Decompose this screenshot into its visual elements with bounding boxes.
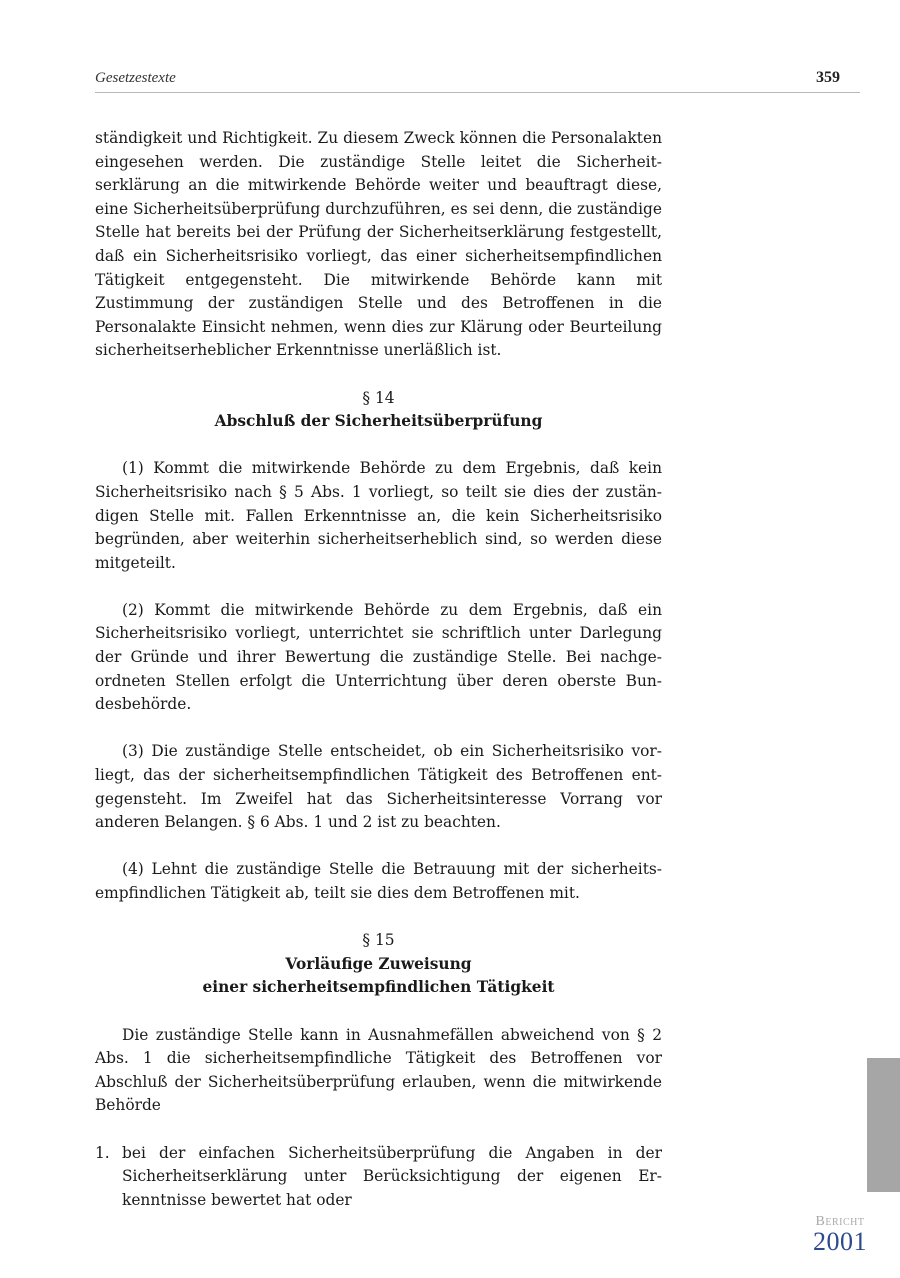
section-15 xyxy=(95,929,662,1212)
section-14-paragraph-3: (3) Die zuständige Stelle entscheidet, ob ein Sicherheitsrisiko vorliegt, das der sicherheitsempfindlichen Tätigkeit des Betroffenen entgegensteht. Im Zweifel hat das Sicherheitsinteresse Vorrang vor anderen Belangen. § 6 Abs. 1 und 2 ist zu beachten. xyxy=(95,742,662,832)
section-14-paragraph-1: (1) Kommt die mitwirkende Behörde zu dem Ergebnis, daß kein Sicherheitsrisiko nach § 5 Abs. 1 vorliegt, so teilt sie dies der zuständigen Stelle mit. Fallen Erkenntnisse an, die kein Sicherheitsrisiko begründen, aber weiterhin sicherheitserheblich sind, so werden diese mitgeteilt. xyxy=(95,459,662,572)
page-number: 359 xyxy=(816,69,840,86)
running-header xyxy=(95,70,860,93)
header-title: Gesetzestexte xyxy=(95,70,176,86)
section-15-paragraph: Die zuständige Stelle kann in Ausnahmefällen abweichend von § 2 Abs. 1 die sicherheitsempfindliche Tätigkeit des Betroffenen vor Abschluß der Sicherheitsüberprüfung erlauben, wenn die mitwirkende Behörde xyxy=(95,1025,662,1115)
section-14-paragraph-4: (4) Lehnt die zuständige Stelle die Betrauung mit der sicherheitsempfindlichen Tätigkeit ab, teilt sie dies dem Betroffenen mit. xyxy=(95,860,662,902)
section-14-number: § 14 xyxy=(362,388,395,407)
intro-paragraph: ständigkeit und Richtigkeit. Zu diesem Zweck können die Personalakten eingesehen werden. Die zuständige Stelle leitet die Sicherheitserklärung an die mitwirkende Behörde weiter und beauftragt diese, eine Sicherheitsüberprüfung durchzuführen, es sei denn, die zuständige Stelle hat bereits bei der Prüfung der Sicherheitserklärung festgestellt, daß ein Sicherheitsrisiko vorliegt, das einer sicherheitsempfindlichen Tätigkeit entgegensteht. Die mitwirkende Behörde kann mit Zustimmung der zuständigen Stelle und des Betroffenen in die Personalakte Einsicht nehmen, wenn dies zur Klärung oder Beurteilung sicherheitserheblicher Erkenntnisse unerläßlich ist. xyxy=(95,129,662,360)
section-14-title: Abschluß der Sicherheitsüberprüfung xyxy=(214,412,543,431)
list-item-marker: 1. xyxy=(95,1143,110,1162)
list-item-text: bei der einfachen Sicherheitsüberprüfung die Angaben in der Sicherheitserklärung unter Berücksichtigung der eigenen Erkenntnisse bewertet hat oder xyxy=(122,1143,662,1209)
section-15-title-line-2: einer sicherheitsempfindlichen Tätigkeit xyxy=(202,978,555,997)
list-item xyxy=(95,1142,662,1213)
section-15-number: § 15 xyxy=(362,931,395,950)
report-logo-year: 2001 xyxy=(813,1227,867,1256)
report-logo-word: Bericht xyxy=(815,1214,865,1229)
section-15-title-line-1: Vorläufige Zuweisung xyxy=(285,954,472,973)
page-body xyxy=(95,127,662,1212)
report-logo xyxy=(800,1214,880,1254)
side-thumb-tab xyxy=(867,1058,900,1192)
section-14-paragraph-2: (2) Kommt die mitwirkende Behörde zu dem Ergebnis, daß ein Sicherheitsrisiko vorliegt, unterrichtet sie schriftlich unter Darlegung der Gründe und ihrer Bewertung die zuständige Stelle. Bei nachgeordneten Stellen erfolgt die Unterrichtung über deren oberste Bundesbehörde. xyxy=(95,600,662,714)
section-14 xyxy=(95,387,662,906)
